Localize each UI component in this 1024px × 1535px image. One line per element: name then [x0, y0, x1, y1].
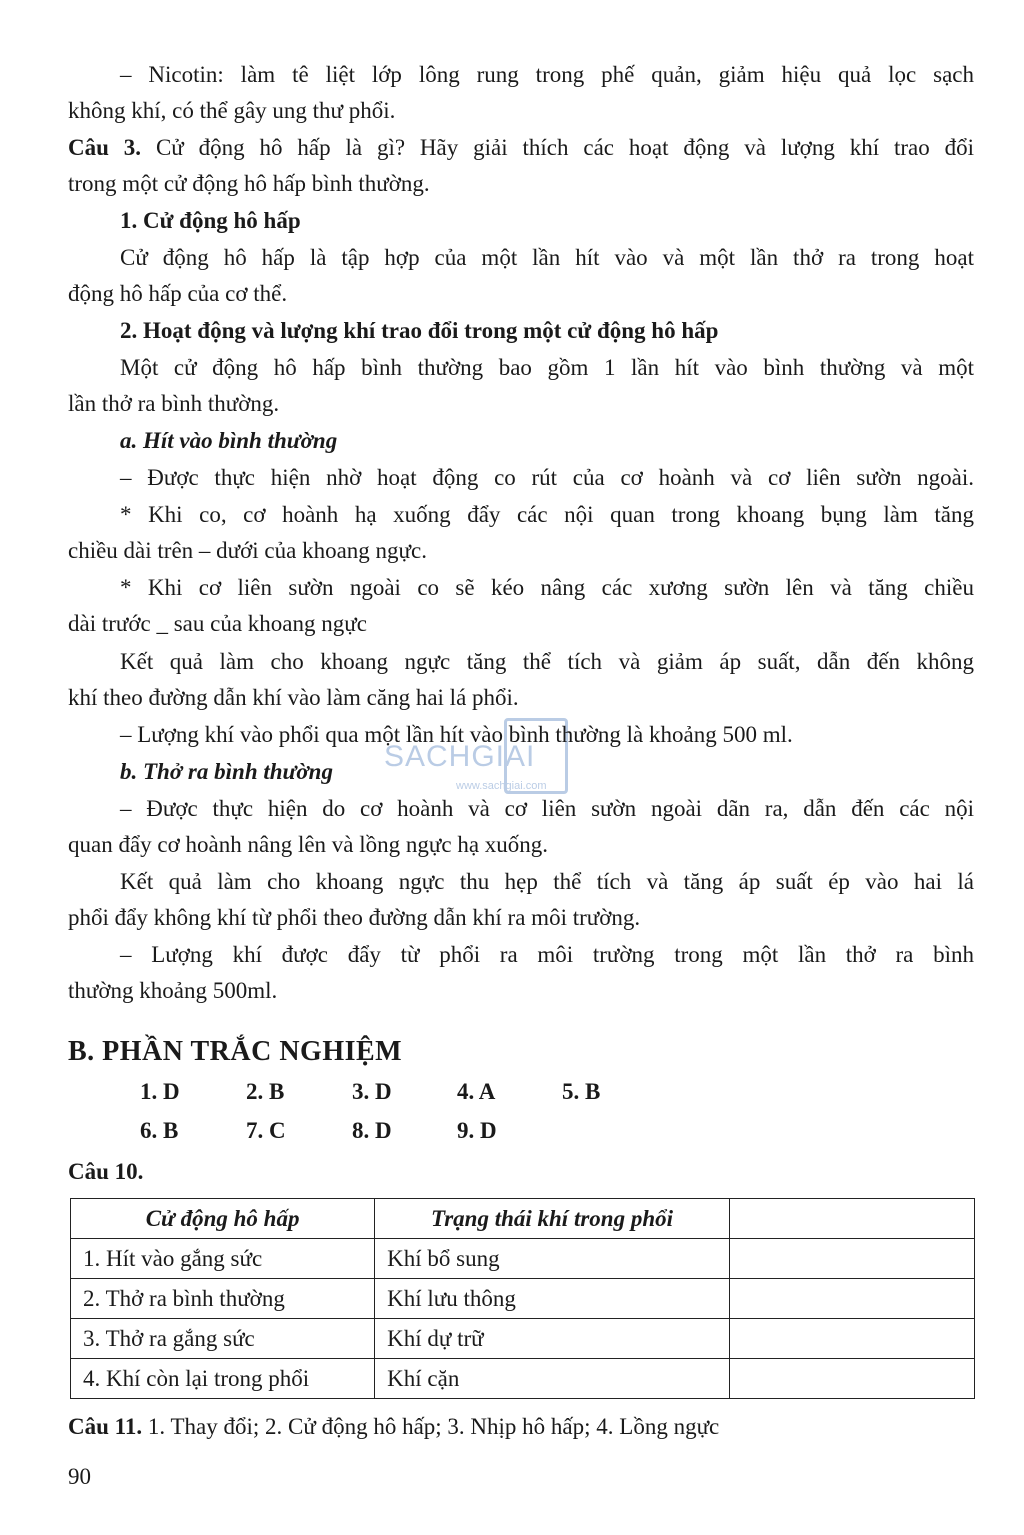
heading-respiratory-movement: 1. Cử động hô hấp	[120, 208, 301, 233]
inhale-line-6: Kết quả làm cho khoang ngực tăng thể tích và giảm áp suất, dẫn đến không	[120, 649, 974, 674]
inhale-line-7: khí theo đường dẫn khí vào làm căng hai lá phổi.	[68, 685, 519, 710]
inhale-line-3: chiều dài trên – dưới của khoang ngực.	[68, 538, 427, 563]
exhale-line-3: Kết quả làm cho khoang ngực thu hẹp thể tích và tăng áp suất ép vào hai lá	[120, 869, 974, 894]
table-cell: Khí bổ sung	[375, 1239, 730, 1279]
table-cell: Khí cặn	[375, 1359, 730, 1399]
paragraph-2-line-1: Một cử động hô hấp bình thường bao gồm 1 lần hít vào bình thường và một	[120, 355, 974, 380]
table-cell: Khí dự trữ	[375, 1319, 730, 1359]
exhale-line-2: quan đẩy cơ hoành nâng lên và lồng ngực hạ xuống.	[68, 832, 549, 857]
paragraph-1-line-1: Cử động hô hấp là tập hợp của một lần hít vào và một lần thở ra trong hoạt	[120, 245, 974, 270]
respiration-table	[70, 1198, 975, 1399]
question-3-line-1	[68, 133, 974, 163]
nicotin-line-1: – Nicotin: làm tê liệt lớp lông rung trong phế quản, giảm hiệu quả lọc sạch	[120, 62, 974, 87]
paragraph-1-line-2: động hô hấp của cơ thể.	[68, 281, 288, 306]
exhale-line-1: – Được thực hiện do cơ hoành và cơ liên sườn ngoài dãn ra, dẫn đến các nội	[120, 796, 974, 821]
nicotin-line-2: không khí, có thể gây ung thư phổi.	[68, 98, 396, 123]
answer-9: 9. D	[457, 1118, 497, 1143]
table-row	[71, 1239, 975, 1279]
question-11-label: Câu 11.	[68, 1414, 143, 1439]
exhale-line-4: phổi đẩy không khí từ phổi theo đường dẫn khí ra môi trường.	[68, 905, 641, 930]
question-3-text: Cử động hô hấp là gì? Hãy giải thích các hoạt động và lượng khí trao đổi	[155, 135, 975, 160]
answer-4: 4. A	[457, 1079, 496, 1104]
inhale-line-2: * Khi co, cơ hoành hạ xuống đẩy các nội quan trong khoang bụng làm tăng	[120, 502, 974, 527]
heading-activities: 2. Hoạt động và lượng khí trao đổi trong một cử động hô hấp	[120, 318, 719, 343]
answer-3: 3. D	[352, 1079, 392, 1104]
question-3-line-2: trong một cử động hô hấp bình thường.	[68, 171, 430, 196]
inhale-line-8: – Lượng khí vào phổi qua một lần hít vào bình thường là khoảng 500 ml.	[120, 722, 793, 747]
table-cell: 3. Thở ra gắng sức	[71, 1319, 375, 1359]
answer-5: 5. B	[562, 1079, 601, 1104]
inhale-line-4: * Khi cơ liên sườn ngoài co sẽ kéo nâng các xương sườn lên và tăng chiều	[120, 575, 974, 600]
heading-inhale: a. Hít vào bình thường	[120, 428, 338, 453]
table-cell	[729, 1359, 974, 1399]
watermark-text: SACHGIAI	[384, 740, 536, 773]
heading-exhale: b. Thở ra bình thường	[120, 759, 333, 784]
question-11-answers: 1. Thay đổi; 2. Cử động hô hấp; 3. Nhịp hô hấp; 4. Lồng ngực	[147, 1414, 720, 1439]
table-cell: Khí lưu thông	[375, 1279, 730, 1319]
inhale-line-1: – Được thực hiện nhờ hoạt động co rút của cơ hoành và cơ liên sườn ngoài.	[120, 465, 974, 490]
table-cell: 2. Thở ra bình thường	[71, 1279, 375, 1319]
table-cell: 4. Khí còn lại trong phổi	[71, 1359, 375, 1399]
answer-8: 8. D	[352, 1118, 392, 1143]
table-header-row	[71, 1199, 975, 1239]
exhale-line-6: thường khoảng 500ml.	[68, 978, 278, 1003]
table-header-cell: Cử động hô hấp	[71, 1199, 375, 1239]
inhale-line-5: dài trước _ sau của khoang ngực	[68, 611, 367, 636]
answer-7: 7. C	[246, 1118, 286, 1143]
table-row	[71, 1319, 975, 1359]
table-header-cell: Trạng thái khí trong phổi	[375, 1199, 730, 1239]
answer-2: 2. B	[246, 1079, 285, 1104]
question-11-line	[68, 1412, 974, 1442]
question-3-label: Câu 3.	[68, 135, 142, 160]
paragraph-2-line-2: lần thở ra bình thường.	[68, 391, 280, 416]
page-number: 90	[68, 1464, 91, 1489]
table-header-cell	[729, 1199, 974, 1239]
table-row	[71, 1279, 975, 1319]
section-b-title: B. PHẦN TRẮC NGHIỆM	[68, 1036, 403, 1067]
exhale-line-5: – Lượng khí được đẩy từ phổi ra môi trường trong một lần thở ra bình	[120, 942, 974, 967]
table-cell: 1. Hít vào gắng sức	[71, 1239, 375, 1279]
table-cell	[729, 1239, 974, 1279]
table-cell	[729, 1319, 974, 1359]
watermark-url: www.sachgiai.com	[456, 780, 547, 792]
answer-6: 6. B	[140, 1118, 179, 1143]
table-cell	[729, 1279, 974, 1319]
table-row	[71, 1359, 975, 1399]
answer-1: 1. D	[140, 1079, 180, 1104]
question-10-label: Câu 10.	[68, 1159, 144, 1184]
